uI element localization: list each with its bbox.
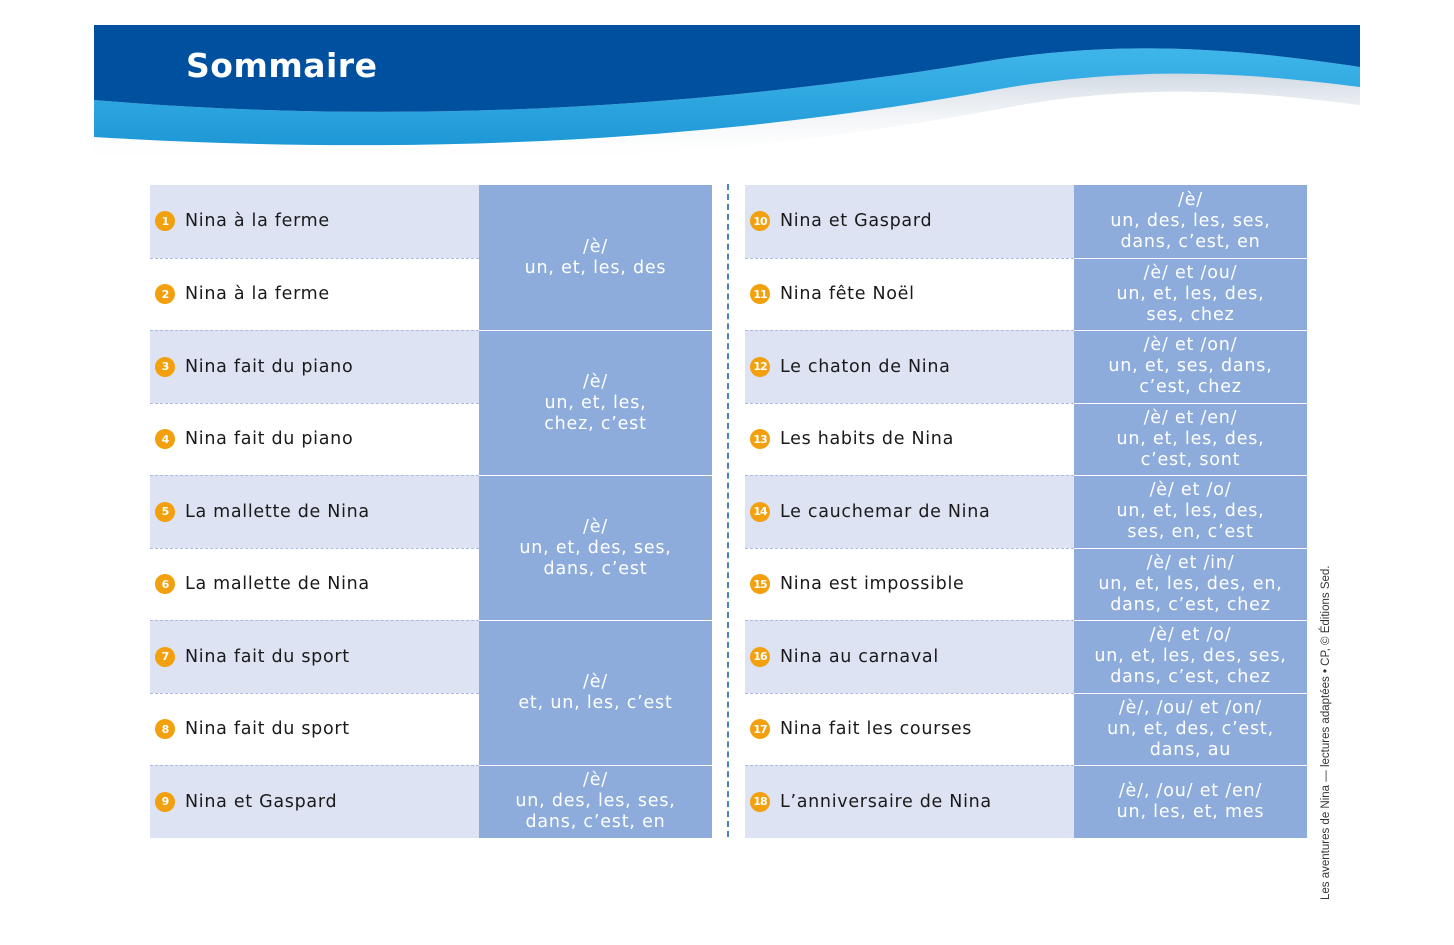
lesson-row: [745, 693, 1074, 766]
lesson-title: Nina à la ferme: [185, 211, 330, 232]
sound-cell: [1074, 621, 1307, 693]
lesson-title: La mallette de Nina: [185, 574, 370, 595]
sound-line: /è/ et /on/: [1143, 335, 1238, 356]
lesson-number-badge: 14: [750, 502, 770, 522]
lesson-title: L’anniversaire de Nina: [780, 791, 992, 812]
lesson-title: Nina fait du sport: [185, 719, 350, 740]
lesson-title: Le cauchemar de Nina: [780, 501, 991, 522]
sound-line: un, et, des, c’est,: [1107, 718, 1274, 739]
lesson-title: Les habits de Nina: [780, 429, 955, 450]
sound-line: dans, au: [1149, 739, 1232, 760]
lesson-row: [150, 475, 479, 548]
sound-line: /è/: [1178, 189, 1203, 210]
sound-line: et, un, les, c’est: [518, 693, 673, 713]
lesson-row: [150, 330, 479, 403]
lesson-number-badge: 18: [750, 792, 770, 812]
sound-line: un, des, les, ses,: [515, 791, 676, 812]
sound-line: dans, c’est: [543, 558, 648, 579]
page-title: Sommaire: [186, 46, 378, 85]
sound-line: un, et, les, des, en,: [1098, 573, 1283, 594]
sound-line: /è/ et /in/: [1146, 552, 1235, 573]
lesson-number-badge: 12: [750, 357, 770, 377]
lesson-number-badge: 16: [750, 647, 770, 667]
lesson-number-badge: 3: [155, 357, 175, 377]
sound-line: dans, c’est, chez: [1110, 667, 1271, 688]
lesson-title: Le chaton de Nina: [780, 356, 951, 377]
lesson-row: [745, 185, 1074, 258]
lesson-title: Nina et Gaspard: [780, 211, 933, 232]
sound-cell: [1074, 404, 1307, 476]
lesson-number-badge: 4: [155, 429, 175, 449]
lesson-number-badge: 5: [155, 502, 175, 522]
sound-line: dans, c’est, chez: [1110, 594, 1271, 615]
lesson-row: [745, 330, 1074, 403]
sound-line: /è/ et /ou/: [1143, 262, 1238, 283]
sound-cell: [479, 621, 712, 765]
lesson-row: [745, 403, 1074, 476]
sound-cell: [479, 331, 712, 475]
lesson-title: Nina à la ferme: [185, 284, 330, 305]
sound-cell: [1074, 185, 1307, 258]
lesson-row: [150, 403, 479, 476]
sound-line: chez, c’est: [544, 413, 647, 434]
sound-line: un, et, les, des,: [1116, 501, 1265, 522]
sound-line: un, les, et, mes: [1116, 801, 1265, 822]
lesson-title: Nina et Gaspard: [185, 791, 338, 812]
lesson-row: [150, 693, 479, 766]
sound-line: un, et, des, ses,: [519, 537, 672, 558]
sound-line: /è/ et /o/: [1149, 480, 1232, 501]
lesson-row: [150, 185, 479, 258]
lesson-title: Nina fête Noël: [780, 284, 915, 305]
sound-line: /è/, /ou/ et /en/: [1118, 780, 1263, 801]
sound-line: un, des, les, ses,: [1110, 210, 1271, 231]
lesson-number-badge: 7: [155, 647, 175, 667]
sound-cell: [1074, 766, 1307, 838]
sound-line: /è/, /ou/ et /on/: [1118, 697, 1263, 718]
lesson-title: Nina au carnaval: [780, 646, 939, 667]
lesson-number-badge: 6: [155, 574, 175, 594]
sound-line: /è/: [583, 672, 608, 692]
lesson-number-badge: 11: [750, 284, 770, 304]
sound-line: ses, chez: [1146, 304, 1235, 325]
lesson-title: Nina fait du piano: [185, 429, 354, 450]
sound-line: un, et, les, des: [524, 257, 667, 278]
sound-line: /è/ et /o/: [1149, 625, 1232, 646]
lesson-row: [745, 620, 1074, 693]
sound-cell: [1074, 549, 1307, 621]
lesson-number-badge: 8: [155, 719, 175, 739]
sound-line: /è/: [583, 371, 608, 392]
lesson-row: [745, 765, 1074, 838]
lesson-title: Nina fait du sport: [185, 646, 350, 667]
sound-cell: [1074, 331, 1307, 403]
sound-line: un, et, les,: [544, 392, 647, 413]
sound-cell: [479, 766, 712, 838]
lesson-number-badge: 13: [750, 429, 770, 449]
lesson-title: La mallette de Nina: [185, 501, 370, 522]
sound-line: un, et, les, des, ses,: [1094, 646, 1287, 667]
sound-line: /è/: [583, 770, 608, 791]
sound-line: dans, c’est, en: [1120, 231, 1261, 252]
sound-cell: [1074, 259, 1307, 331]
sound-line: c’est, chez: [1139, 377, 1242, 398]
lesson-row: [745, 548, 1074, 621]
lesson-number-badge: 1: [155, 211, 175, 231]
column-divider: [727, 184, 729, 837]
lesson-title: Nina est impossible: [780, 574, 965, 595]
lesson-title: Nina fait du piano: [185, 356, 354, 377]
sound-line: /è/: [583, 236, 608, 257]
sound-line: un, et, ses, dans,: [1108, 356, 1273, 377]
sound-cell: [1074, 476, 1307, 548]
sound-cell: [479, 476, 712, 620]
lesson-row: [745, 258, 1074, 331]
sound-line: un, et, les, des,: [1116, 283, 1265, 304]
lesson-number-badge: 17: [750, 719, 770, 739]
lesson-number-badge: 10: [750, 211, 770, 231]
lesson-row: [745, 475, 1074, 548]
lesson-number-badge: 2: [155, 284, 175, 304]
lesson-row: [150, 620, 479, 693]
lesson-title: Nina fait les courses: [780, 719, 973, 740]
lesson-row: [150, 258, 479, 331]
sound-line: /è/ et /en/: [1143, 407, 1238, 428]
lesson-row: [150, 548, 479, 621]
sound-line: c’est, sont: [1140, 449, 1241, 470]
sound-cell: [1074, 694, 1307, 766]
sound-line: ses, en, c’est: [1127, 522, 1254, 543]
sound-line: un, et, les, des,: [1116, 428, 1265, 449]
sound-line: /è/: [583, 516, 608, 537]
copyright-credit: Les aventures de Nina — lectures adaptées • CP, © Éditions Sed.: [1320, 565, 1332, 900]
lesson-row: [150, 765, 479, 838]
sound-line: dans, c’est, en: [525, 812, 666, 833]
sound-cell: [479, 185, 712, 330]
lesson-number-badge: 15: [750, 574, 770, 594]
lesson-number-badge: 9: [155, 792, 175, 812]
